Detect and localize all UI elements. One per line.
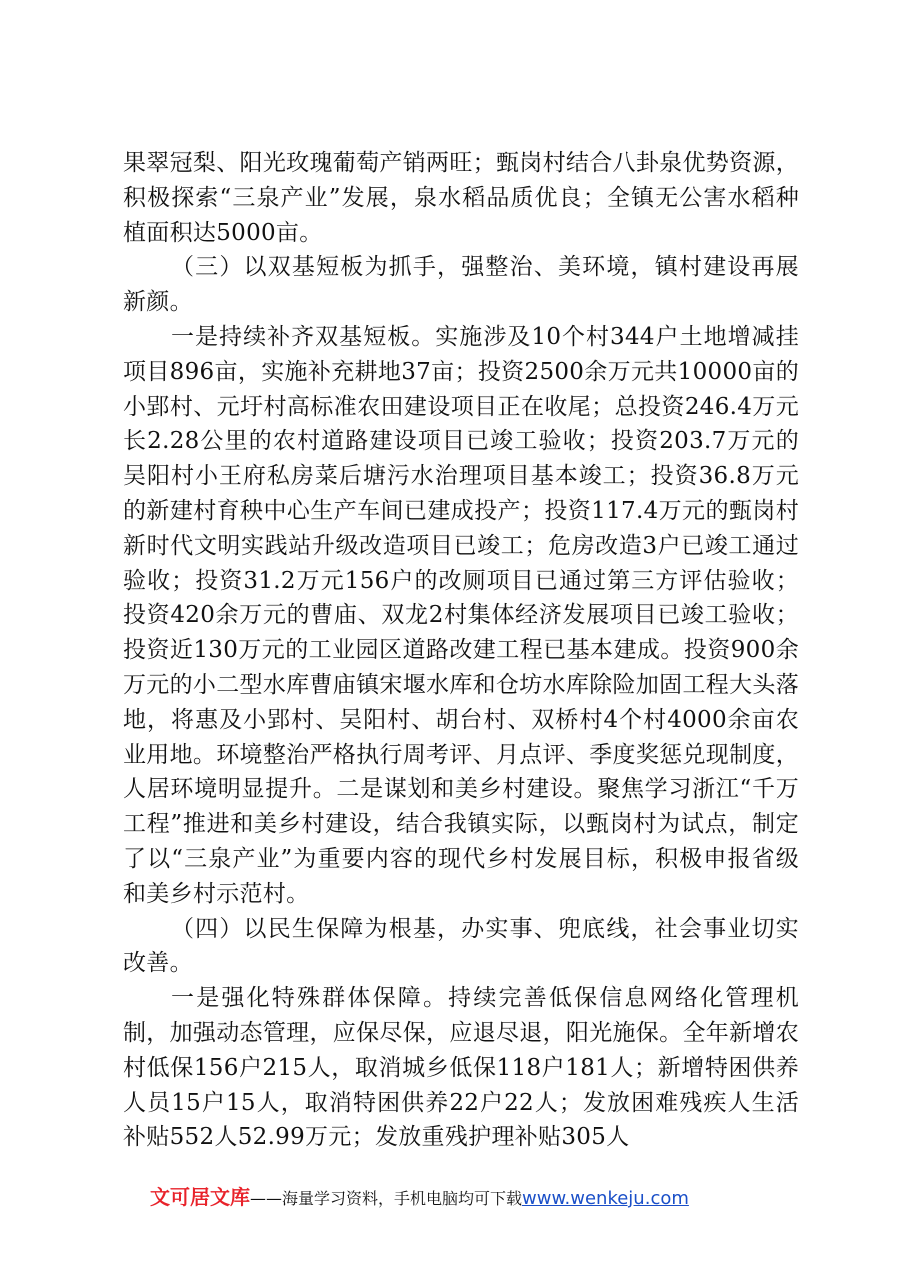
footer-brand: 文可居文库 xyxy=(150,1185,250,1209)
paragraph-rural-construction: 一是持续补齐双基短板。实施涉及10个村344户土地增减挂项目896亩，实施补充耕地37亩；投资2500余万元共10000亩的小郢村、元圩村高标准农田建设项目正在收尾；总投资246.4万元长2.28公里的农村道路建设项目已竣工验收；投资203.7万元的吴阳村小王府私房菜后塘污水治理项目基本竣工；投资36.8万元的新建村育秧中心生产车间已建成投产；投资117.4万元的甄岗村新时代文明实践站升级改造项目已竣工；危房改造3户已竣工通过验收；投资31.2万元156户的改厕项目已通过第三方评估验收；投资420余万元的曹庙、双龙2村集体经济发展项目已竣工验收；投资近130万元的工业园区道路改建工程已基本建成。投资900余万元的小二型水库曹庙镇宋堰水库和仓坊水库除险加固工程大头落地，将惠及小郢村、吴阳村、胡台村、双桥村4个村4000余亩农业用地。环境整治严格执行周考评、月点评、季度奖惩兑现制度，人居环境明显提升。二是谋划和美乡村建设。聚焦学习浙江“千万工程”推进和美乡村建设，结合我镇实际，以甄岗村为试点，制定了以“三泉产业”为重要内容的现代乡村发展目标，积极申报省级和美乡村示范村。 xyxy=(123,323,799,907)
footer-tagline: ——海量学习资料，手机电脑均可下载 xyxy=(250,1189,523,1208)
paragraph-continuation: 果翠冠梨、阳光玫瑰葡萄产销两旺；甄岗村结合八卦泉优势资源，积极探索“三泉产业”发展，泉水稻品质优良；全镇无公害水稻种植面积达5000亩。 xyxy=(123,150,799,246)
page-footer xyxy=(150,1182,790,1212)
document-body xyxy=(123,146,799,1155)
section-heading-3: （三）以双基短板为抓手，强整治、美环境，镇村建设再展新颜。 xyxy=(123,254,799,316)
paragraph-social-security: 一是强化特殊群体保障。持续完善低保信息网络化管理机制，加强动态管理，应保尽保，应退尽退，阳光施保。全年新增农村低保156户215人，取消城乡低保118户181人；新增特困供养人员15户15人，取消特困供养22户22人；发放困难残疾人生活补贴552人52.99万元；发放重残护理补贴305人 xyxy=(123,985,799,1151)
footer-link[interactable]: www.wenkeju.com xyxy=(522,1188,689,1209)
section-heading-4: （四）以民生保障为根基，办实事、兜底线，社会事业切实改善。 xyxy=(123,915,799,977)
